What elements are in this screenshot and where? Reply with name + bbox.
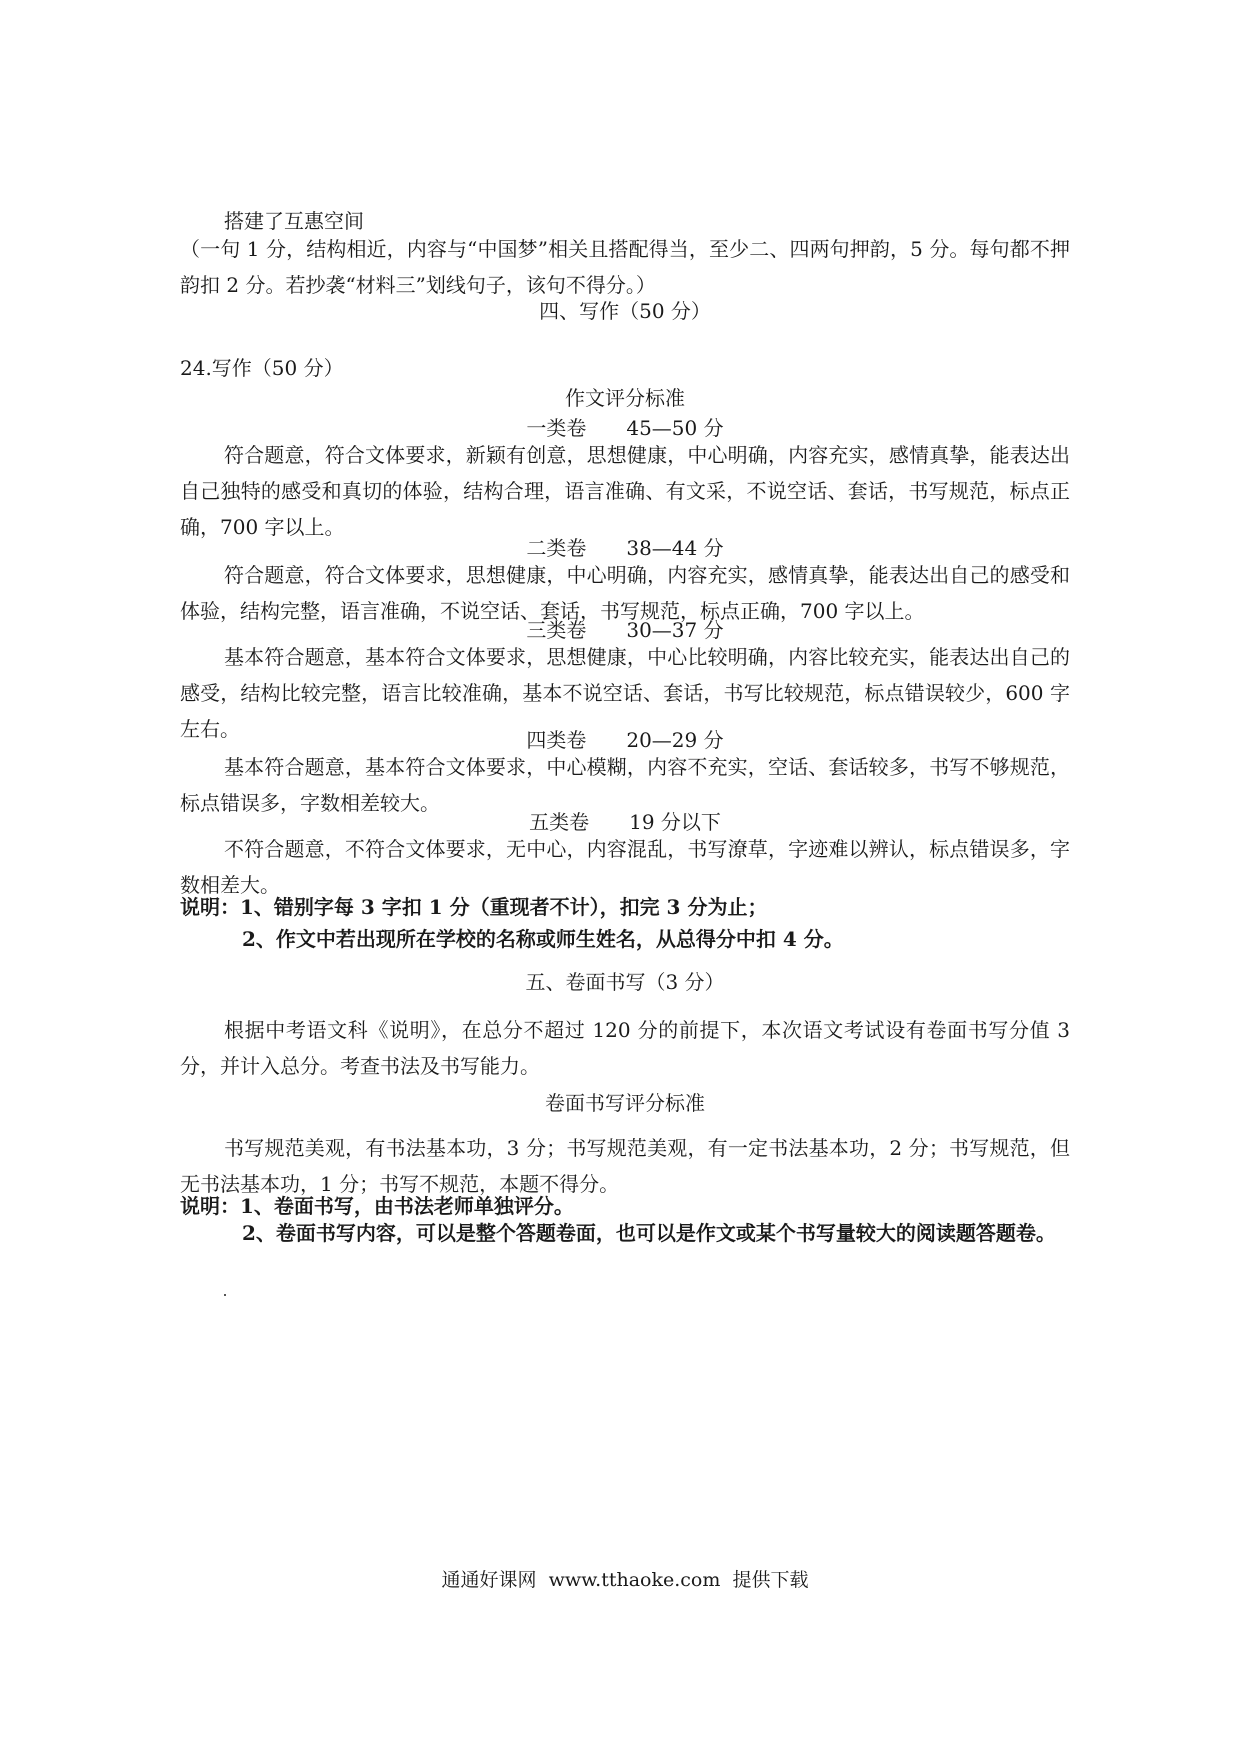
section5-heading: 五、卷面书写（3 分）: [525, 970, 725, 994]
grade3-title: 三类卷 30—37 分: [526, 618, 724, 642]
grade1-desc: 符合题意，符合文体要求，新颖有创意，思想健康，中心明确，内容充实，感情真挚，能表达出自己独特的感受和真切的体验，结构合理，语言准确、有文采，不说空话、套话，书写规范，标点正确，700 字以上。: [180, 443, 1070, 539]
grade2-desc: 符合题意，符合文体要求，思想健康，中心明确，内容充实，感情真挚，能表达出自己的感受和体验，结构完整，语言准确，不说空话、套话，书写规范，标点正确，700 字以上。: [180, 563, 1070, 623]
answer-line: 搭建了互惠空间: [224, 209, 364, 233]
scan-speck: [224, 1294, 226, 1296]
essay-note-2: 2、作文中若出现所在学校的名称或师生姓名，从总得分中扣 4 分。: [242, 927, 844, 951]
handwriting-note-1: 说明：1、卷面书写，由书法老师单独评分。: [180, 1194, 574, 1218]
grade1-title: 一类卷 45—50 分: [526, 416, 724, 440]
section4-heading: 四、写作（50 分）: [539, 299, 711, 323]
handwriting-note-2: 2、卷面书写内容，可以是整个答题卷面，也可以是作文或某个书写量较大的阅读题答题卷。: [242, 1221, 1056, 1245]
scoring-note: （一句 1 分，结构相近，内容与“中国梦”相关且搭配得当，至少二、四两句押韵，5 分。每句都不押韵扣 2 分。若抄袭“材料三”划线句子，该句不得分。）: [180, 237, 1070, 297]
grade2-title: 二类卷 38—44 分: [526, 536, 724, 560]
essay-note-1: 说明：1、错别字每 3 字扣 1 分（重现者不计），扣完 3 分为止；: [180, 895, 768, 919]
grade4-desc: 基本符合题意，基本符合文体要求，中心模糊，内容不充实，空话、套话较多，书写不够规范，标点错误多，字数相差较大。: [180, 755, 1070, 815]
grade5-desc: 不符合题意，不符合文体要求，无中心，内容混乱，书写潦草，字迹难以辨认，标点错误多，字数相差大。: [180, 837, 1070, 897]
page-footer: 通通好课网 www.tthaoke.com 提供下载: [441, 1569, 809, 1591]
grade4-title: 四类卷 20—29 分: [526, 728, 724, 752]
section5-intro: 根据中考语文科《说明》，在总分不超过 120 分的前提下，本次语文考试设有卷面书写分值 3 分，并计入总分。考查书法及书写能力。: [180, 1018, 1070, 1078]
grade5-title: 五类卷 19 分以下: [529, 810, 721, 834]
handwriting-standard: 书写规范美观，有书法基本功，3 分；书写规范美观，有一定书法基本功，2 分；书写规范，但无书法基本功，1 分；书写不规范，本题不得分。: [180, 1136, 1070, 1196]
handwriting-standard-title: 卷面书写评分标准: [545, 1091, 705, 1115]
essay-standard-title: 作文评分标准: [565, 386, 685, 410]
question-24: 24.写作（50 分）: [180, 356, 344, 380]
grade3-desc: 基本符合题意，基本符合文体要求，思想健康，中心比较明确，内容比较充实，能表达出自己的感受，结构比较完整，语言比较准确，基本不说空话、套话，书写比较规范，标点错误较少，600 字左右。: [180, 645, 1070, 741]
